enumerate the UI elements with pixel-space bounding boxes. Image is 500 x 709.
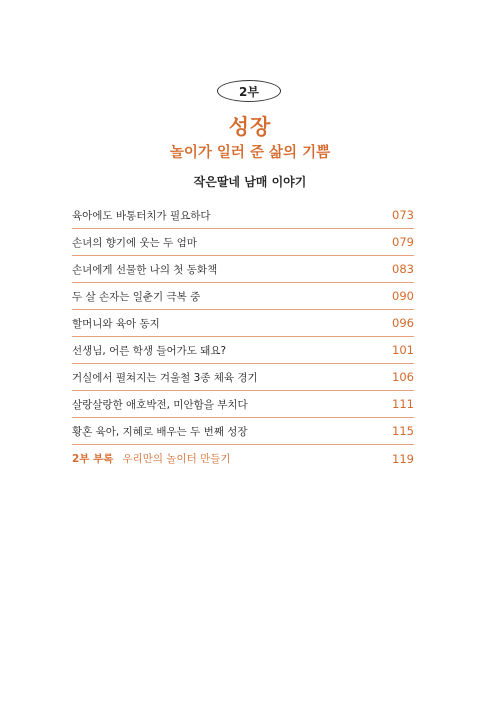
toc-entry-title: 거실에서 펼쳐지는 겨울철 3종 체육 경기 — [72, 371, 258, 384]
toc-entry-page: 079 — [392, 235, 414, 249]
part-badge: 2부 — [217, 80, 281, 102]
toc-entry[interactable] — [72, 418, 414, 445]
toc-list — [72, 202, 414, 472]
toc-entry-page: 115 — [392, 424, 414, 438]
toc-entry-title: 선생님, 어른 학생 들어가도 돼요? — [72, 344, 227, 357]
part-title: 성장 — [228, 115, 272, 139]
toc-entry-title: 살랑살랑한 애호박전, 미안함을 부치다 — [72, 398, 248, 411]
appendix-page: 119 — [392, 451, 414, 466]
toc-entry-page: 083 — [392, 262, 414, 276]
toc-entry[interactable] — [72, 310, 414, 337]
appendix-title-group — [72, 451, 231, 466]
toc-entry-page: 111 — [392, 397, 414, 411]
toc-entry-page: 096 — [392, 316, 414, 330]
toc-entry-title: 손녀의 향기에 웃는 두 엄마 — [72, 236, 197, 249]
toc-entry-page: 106 — [392, 370, 414, 384]
toc-entry[interactable] — [72, 229, 414, 256]
section-title: 작은딸네 남매 이야기 — [193, 175, 307, 189]
toc-entry-title: 황혼 육아, 지혜로 배우는 두 번째 성장 — [72, 425, 248, 438]
toc-entry-page: 073 — [392, 208, 414, 222]
toc-entry-page: 090 — [392, 289, 414, 303]
toc-entry-title: 두 살 손자는 일춘기 극복 중 — [72, 290, 201, 303]
toc-entry[interactable] — [72, 364, 414, 391]
toc-entry[interactable] — [72, 202, 414, 229]
toc-entry[interactable] — [72, 283, 414, 310]
toc-entry[interactable] — [72, 256, 414, 283]
toc-entry-page: 101 — [392, 343, 414, 357]
part-subtitle: 놀이가 일러 준 삶의 기쁨 — [169, 145, 331, 161]
appendix-title: 우리만의 놀이터 만들기 — [122, 453, 231, 465]
toc-appendix-entry[interactable] — [72, 445, 414, 472]
toc-entry[interactable] — [72, 337, 414, 364]
toc-entry-title: 할머니와 육아 동지 — [72, 317, 160, 330]
toc-entry-title: 육아에도 바통터치가 필요하다 — [72, 209, 211, 222]
appendix-label: 2부 부록 — [72, 453, 114, 465]
toc-entry-title: 손녀에게 선물한 나의 첫 동화책 — [72, 263, 218, 276]
toc-entry[interactable] — [72, 391, 414, 418]
